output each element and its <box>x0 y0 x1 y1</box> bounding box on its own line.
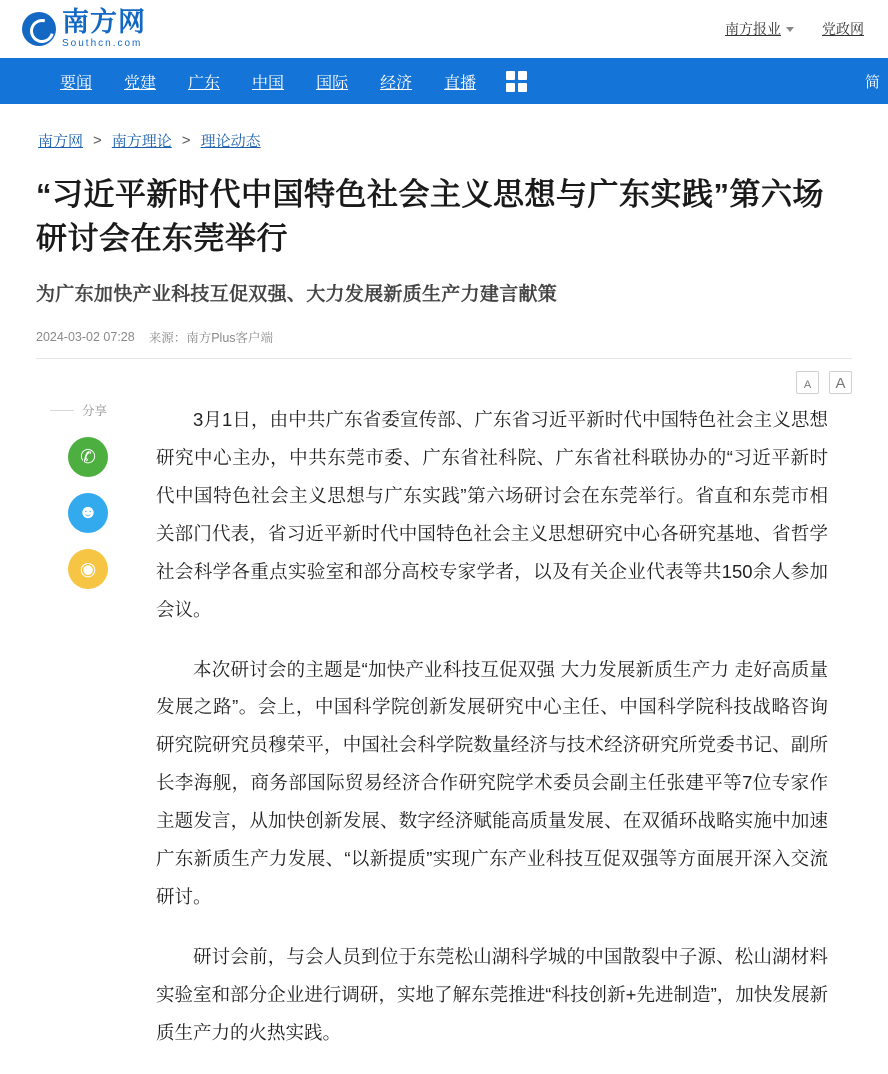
main-nav <box>0 58 888 104</box>
article-date: 2024-03-02 07:28 <box>36 330 135 345</box>
language-toggle[interactable]: 简 <box>864 73 880 91</box>
font-size-tools <box>796 371 852 394</box>
font-size-decrease-button[interactable]: A <box>796 371 819 394</box>
article-body-wrapper <box>36 401 852 1074</box>
breadcrumb-item-theory[interactable]: 南方理论 <box>111 133 172 150</box>
article-paragraph: 3月1日，由中共广东省委宣传部、广东省习近平新时代中国特色社会主义思想研究中心主办，中共东莞市委、广东省社科院、广东省社科联协办的“习近平新时代中国特色社会主义思想与广东实践”第六场研讨会在东莞举行。省直和东莞市相关部门代表，省习近平新时代中国特色社会主义思想研究中心各研究基地、省哲学社会科学各重点实验室和部分高校专家学者，以及有关企业代表等共150余人参加会议。 <box>156 409 828 620</box>
nav-item-jingji[interactable]: 经济 <box>380 74 413 92</box>
page-title: “习近平新时代中国特色社会主义思想与广东实践”第六场研讨会在东莞举行 <box>36 177 824 257</box>
site-header <box>0 0 888 58</box>
nav-item-yaowen[interactable]: 要闻 <box>60 74 93 92</box>
article-subtitle: 为广东加快产业科技互促双强、大力发展新质生产力建言献策 <box>36 284 558 306</box>
nav-item-guoji[interactable]: 国际 <box>316 74 349 92</box>
nav-item-guangdong[interactable]: 广东 <box>188 74 221 92</box>
share-qq-icon[interactable]: ☻ <box>68 493 108 533</box>
header-link-nanfang-media[interactable] <box>711 19 808 39</box>
site-logo[interactable] <box>22 9 146 49</box>
share-divider <box>50 410 74 411</box>
share-weibo-icon[interactable]: ◉ <box>68 549 108 589</box>
nav-item-zhongguo[interactable]: 中国 <box>252 74 285 92</box>
article-paragraph: 本次研讨会的主题是“加快产业科技互促双强 大力发展新质生产力 走好高质量发展之路”。会上，中国科学院创新发展研究中心主任、中国科学院科技战略咨询研究院研究员穆荣平，中国社会科学院数量经济与技术经济研究所党委书记、副所长李海舰，商务部国际贸易经济合作研究院学术委员会副主任张建平等7位专家作主题发言，从加快创新发展、数字经济赋能高质量发展、在双循环战略实施中加速广东新质生产力发展、“以新提质”实现广东产业科技互促双强等方面展开深入交流研讨。 <box>156 658 828 908</box>
breadcrumb <box>0 104 888 151</box>
logo-text-en: Southcn.com <box>62 38 143 49</box>
article-paragraph: 研讨会前，与会人员到位于东莞松山湖科学城的中国散裂中子源、松山湖材料实验室和部分企业进行调研，实地了解东莞推进“科技创新+先进制造”，加快发展新质生产力的火热实践。 <box>156 946 828 1043</box>
breadcrumb-separator: > <box>181 132 191 149</box>
header-link-label: 南方报业 <box>725 21 781 37</box>
article <box>0 173 888 1074</box>
apps-grid-icon[interactable] <box>506 71 527 92</box>
article-meta <box>36 328 852 393</box>
share-rail <box>36 401 156 1074</box>
share-label-text: 分享 <box>82 404 108 419</box>
nav-item-dangjian[interactable]: 党建 <box>124 74 157 92</box>
header-link-government[interactable] <box>808 19 878 39</box>
header-links <box>711 19 888 39</box>
breadcrumb-item-home[interactable]: 南方网 <box>38 133 84 150</box>
chevron-down-icon <box>786 27 794 32</box>
article-source: 来源：南方Plus客户端 <box>148 331 274 346</box>
breadcrumb-item-theory-news[interactable]: 理论动态 <box>200 133 261 150</box>
header-link-label: 党政网 <box>822 21 864 37</box>
share-wechat-icon[interactable]: ✆ <box>68 437 108 477</box>
article-content <box>156 401 852 1074</box>
font-size-increase-button[interactable]: A <box>829 371 852 394</box>
nav-item-zhibo[interactable]: 直播 <box>444 74 477 92</box>
logo-text-cn: 南方网 <box>62 7 146 37</box>
breadcrumb-separator: > <box>93 132 102 149</box>
share-label <box>50 401 156 419</box>
southcn-logo-icon <box>22 12 56 46</box>
